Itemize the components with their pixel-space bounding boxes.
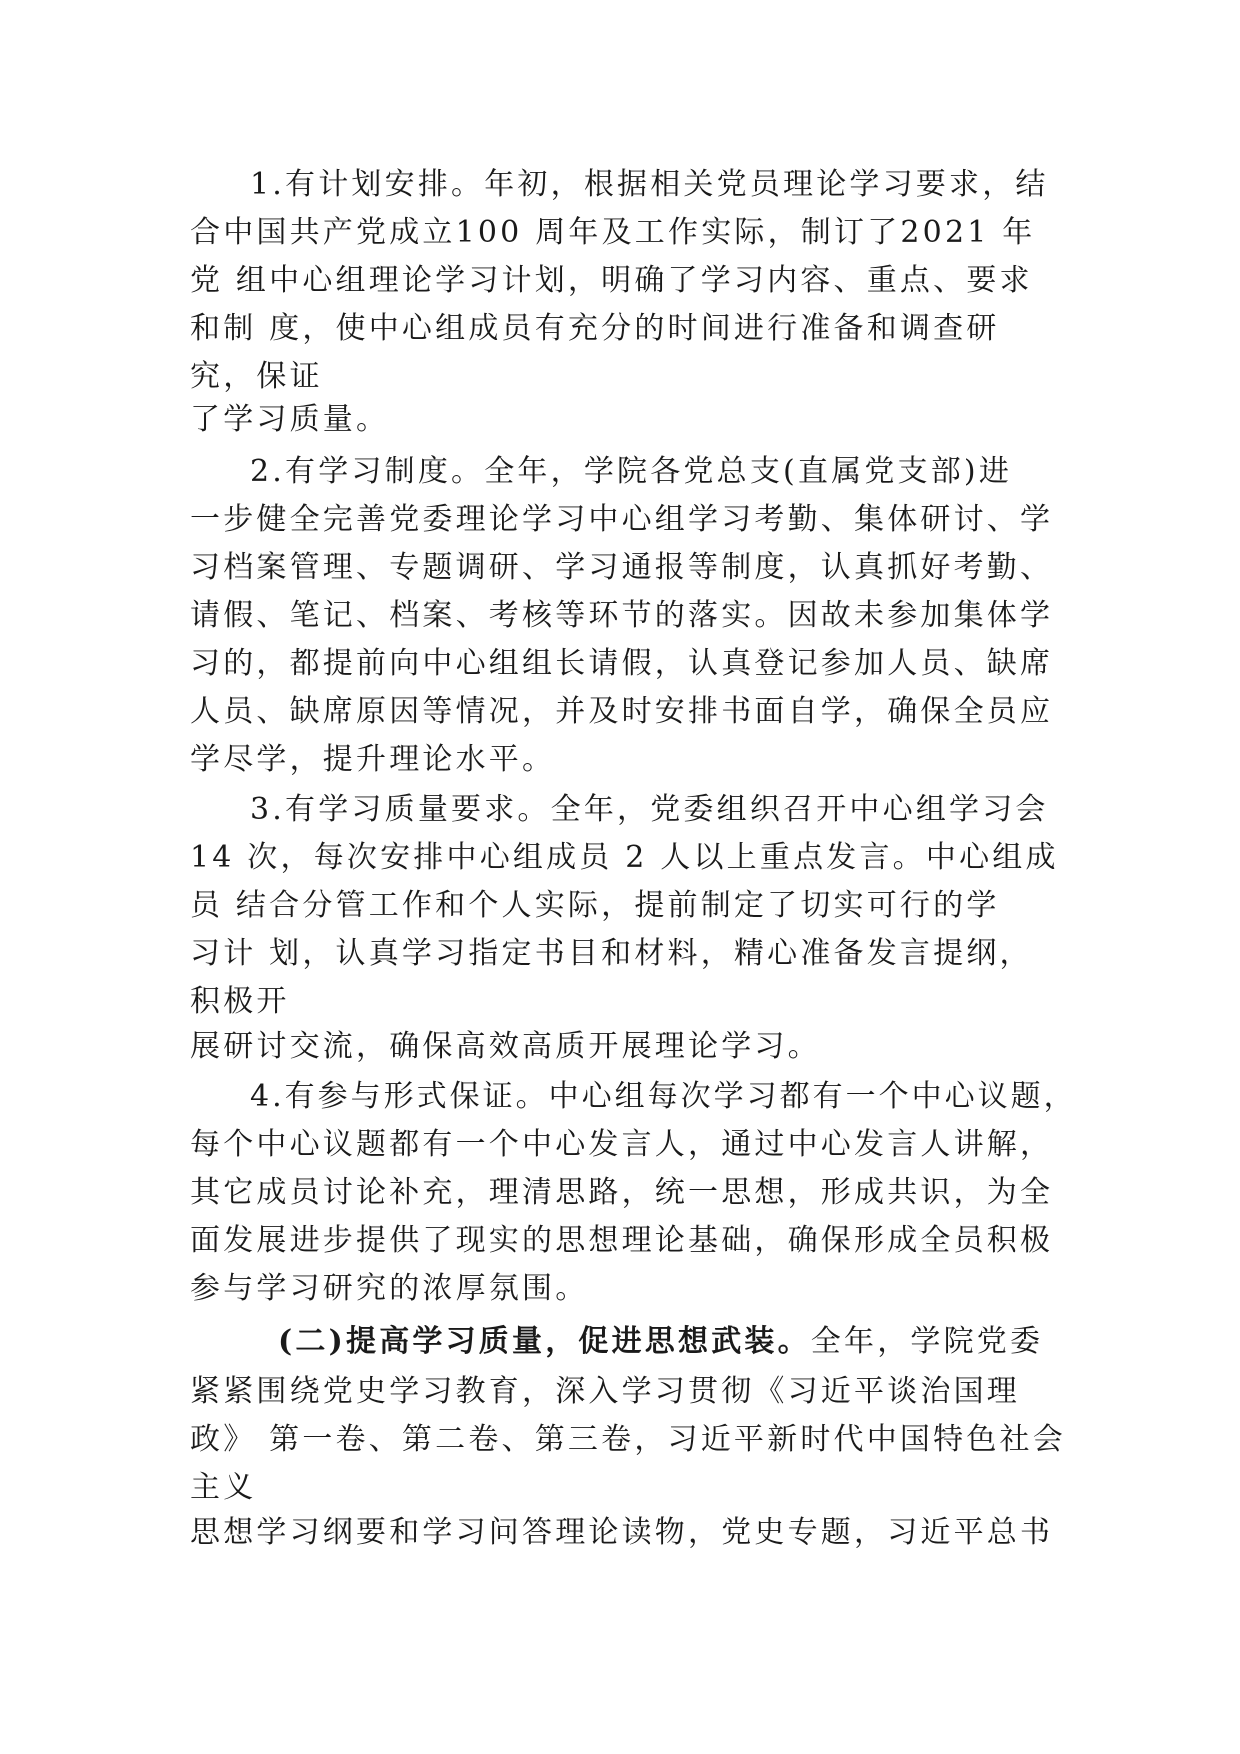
paragraph-2-line-4: 请假、笔记、档案、考核等环节的落实。因故未参加集体学: [190, 598, 1054, 633]
paragraph-1-line-6: 了学习质量。: [190, 402, 390, 437]
paragraph-3-line-2: 14 次，每次安排中心组成员 2 人以上重点发言。中心组成: [190, 840, 1059, 875]
paragraph-3-line-6: 展研讨交流，确保高效高质开展理论学习。: [190, 1029, 821, 1064]
paragraph-1-line-3: 党 组中心组理论学习计划，明确了学习内容、重点、要求: [190, 263, 1033, 298]
paragraph-3-line-4: 习计 划，认真学习指定书目和材料，精心准备发言提纲，: [190, 936, 1033, 971]
paragraph-1-line-2: 合中国共产党成立100 周年及工作实际，制订了2021 年: [190, 215, 1036, 250]
paragraph-4-line-1: 4.有参与形式保证。中心组每次学习都有一个中心议题，: [250, 1079, 1077, 1114]
paragraph-2-line-6: 人员、缺席原因等情况，并及时安排书面自学，确保全员应: [190, 694, 1054, 729]
paragraph-5-line-3: 政》 第一卷、第二卷、第三卷，习近平新时代中国特色社会: [190, 1422, 1066, 1457]
paragraph-2-line-1: 2.有学习制度。全年，学院各党总支(直属党支部)进: [250, 454, 1013, 489]
paragraph-5-line-1: [278, 1322, 1043, 1362]
paragraph-3-line-1: 3.有学习质量要求。全年，党委组织召开中心组学习会: [250, 792, 1049, 827]
paragraph-3-line-3: 员 结合分管工作和个人实际，提前制定了切实可行的学: [190, 888, 1000, 923]
paragraph-1-line-5: 究，保证: [190, 359, 323, 394]
paragraph-1-line-4: 和制 度，使中心组成员有充分的时间进行准备和调查研: [190, 311, 1000, 346]
paragraph-4-line-3: 其它成员讨论补充，理清思路，统一思想，形成共识，为全: [190, 1175, 1054, 1210]
paragraph-4-line-4: 面发展进步提供了现实的思想理论基础，确保形成全员积极: [190, 1223, 1054, 1258]
paragraph-2-line-5: 习的，都提前向中心组组长请假，认真登记参加人员、缺席: [190, 646, 1054, 681]
paragraph-2-line-7: 学尽学，提升理论水平。: [190, 742, 556, 777]
paragraph-2-line-3: 习档案管理、专题调研、学习通报等制度，认真抓好考勤、: [190, 550, 1054, 585]
paragraph-5-line-5: 思想学习纲要和学习问答理论读物，党史专题，习近平总书: [190, 1515, 1054, 1550]
paragraph-4-line-5: 参与学习研究的浓厚氛围。: [190, 1271, 589, 1306]
paragraph-3-line-5: 积极开: [190, 984, 290, 1019]
paragraph-5-line-4: 主义: [190, 1470, 257, 1505]
paragraph-5-line-1-rest: 全年，学院党委: [810, 1324, 1044, 1359]
section-heading: (二)提高学习质量，促进思想武装。: [278, 1324, 811, 1359]
paragraph-1-line-1: 1.有计划安排。年初，根据相关党员理论学习要求，结: [250, 167, 1049, 202]
paragraph-4-line-2: 每个中心议题都有一个中心发言人，通过中心发言人讲解，: [190, 1127, 1054, 1162]
paragraph-2-line-2: 一步健全完善党委理论学习中心组学习考勤、集体研讨、学: [190, 502, 1054, 537]
paragraph-5-line-2: 紧紧围绕党史学习教育，深入学习贯彻《习近平谈治国理: [190, 1374, 1020, 1409]
